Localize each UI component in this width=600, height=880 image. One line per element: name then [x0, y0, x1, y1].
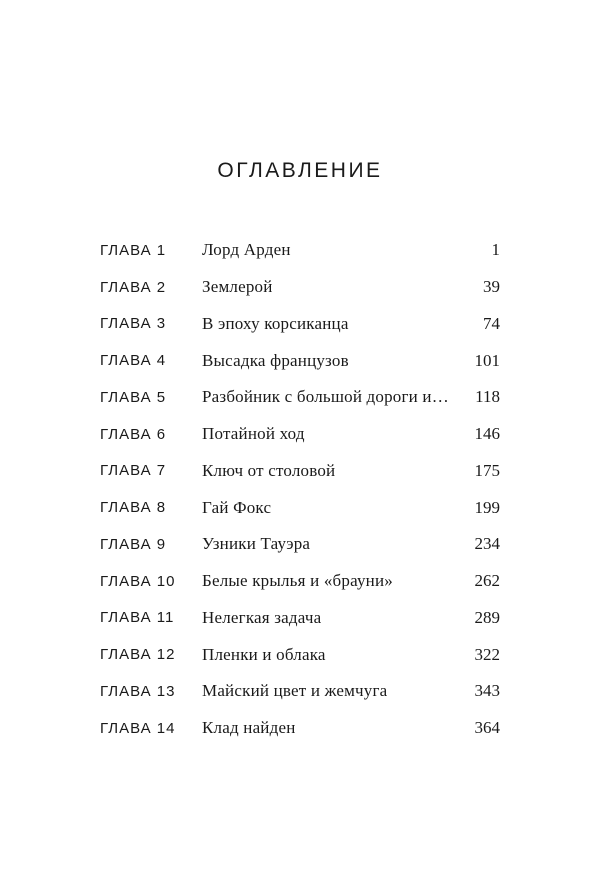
chapter-title: Клад найден	[202, 718, 296, 738]
toc-entry-8[interactable]	[100, 489, 500, 526]
chapter-title: Разбойник с большой дороги и…	[202, 387, 449, 407]
chapter-label: ГЛАВА 2	[100, 278, 167, 296]
chapter-label: ГЛАВА 13	[100, 682, 176, 700]
chapter-title: Белые крылья и «брауни»	[202, 571, 393, 591]
chapter-label: ГЛАВА 1	[100, 241, 167, 259]
chapter-label: ГЛАВА 3	[100, 315, 167, 333]
toc-entry-11[interactable]	[100, 600, 500, 637]
chapter-title: Лорд Арден	[202, 240, 291, 260]
chapter-title: Землерой	[202, 277, 273, 297]
chapter-page-number: 1	[491, 240, 500, 260]
chapter-page-number: 39	[483, 277, 500, 297]
chapter-label: ГЛАВА 12	[100, 646, 176, 664]
chapter-title: Гай Фокс	[202, 497, 272, 517]
chapter-page-number: 74	[483, 313, 500, 333]
chapter-page-number: 199	[474, 497, 500, 517]
toc-entry-1[interactable]	[100, 232, 500, 269]
toc-entry-4[interactable]	[100, 342, 500, 379]
chapter-label: ГЛАВА 4	[100, 352, 167, 370]
chapter-page-number: 234	[474, 534, 500, 554]
table-of-contents	[100, 232, 500, 747]
chapter-title: Потайной ход	[202, 424, 305, 444]
toc-entry-6[interactable]	[100, 416, 500, 453]
chapter-label: ГЛАВА 9	[100, 535, 167, 553]
chapter-page-number: 289	[474, 607, 500, 627]
chapter-page-number: 364	[474, 718, 500, 738]
chapter-label: ГЛАВА 5	[100, 388, 167, 406]
chapter-page-number: 146	[474, 424, 500, 444]
chapter-title: Ключ от столовой	[202, 460, 336, 480]
chapter-title: Майский цвет и жемчуга	[202, 681, 388, 701]
page-title: ОГЛАВЛЕНИЕ	[217, 159, 383, 182]
chapter-page-number: 101	[474, 350, 500, 370]
chapter-label: ГЛАВА 10	[100, 572, 176, 590]
chapter-label: ГЛАВА 11	[100, 609, 175, 627]
chapter-title: Нелегкая задача	[202, 607, 322, 627]
chapter-label: ГЛАВА 7	[100, 462, 167, 480]
chapter-title: Узники Тауэра	[202, 534, 311, 554]
chapter-page-number: 262	[474, 571, 500, 591]
toc-entry-12[interactable]	[100, 636, 500, 673]
chapter-title: Пленки и облака	[202, 644, 326, 664]
chapter-page-number: 343	[474, 681, 500, 701]
toc-entry-5[interactable]	[100, 379, 500, 416]
chapter-label: ГЛАВА 6	[100, 425, 167, 443]
chapter-title: В эпоху корсиканца	[202, 313, 349, 333]
chapter-page-number: 175	[474, 460, 500, 480]
toc-entry-3[interactable]	[100, 306, 500, 343]
chapter-title: Высадка французов	[202, 350, 349, 370]
toc-entry-10[interactable]	[100, 563, 500, 600]
toc-entry-14[interactable]	[100, 710, 500, 747]
chapter-label: ГЛАВА 14	[100, 719, 176, 737]
toc-entry-2[interactable]	[100, 269, 500, 306]
chapter-label: ГЛАВА 8	[100, 499, 167, 517]
toc-entry-13[interactable]	[100, 673, 500, 710]
chapter-page-number: 118	[475, 387, 500, 407]
chapter-page-number: 322	[474, 644, 500, 664]
toc-entry-9[interactable]	[100, 526, 500, 563]
toc-entry-7[interactable]	[100, 453, 500, 490]
